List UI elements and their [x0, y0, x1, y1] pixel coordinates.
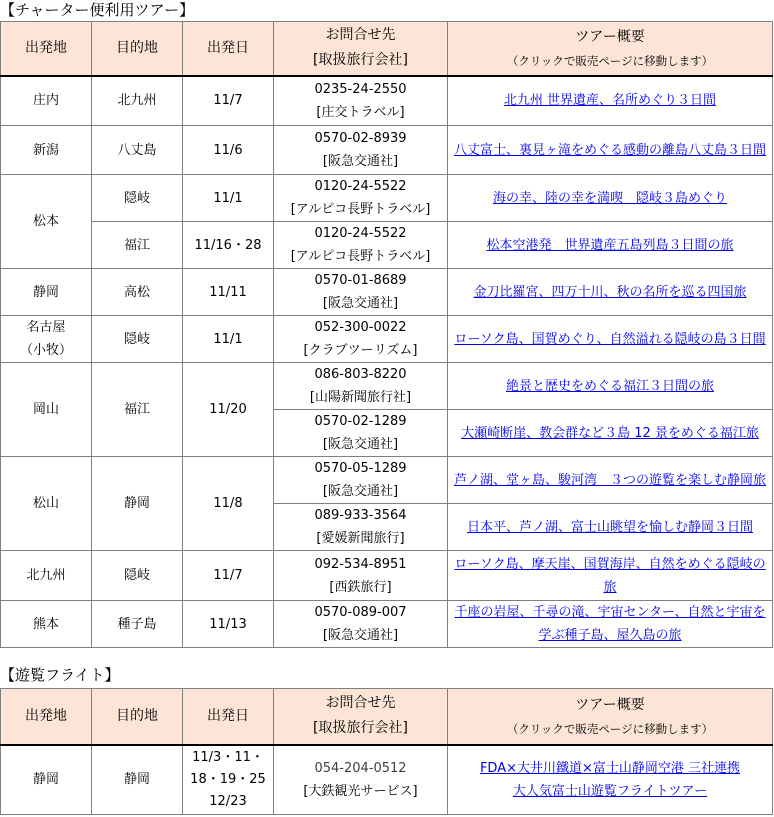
date-line: 18・19・25 [190, 771, 266, 787]
agency-name: [阪急交通社] [322, 437, 399, 452]
destination-cell: 隠岐 [92, 316, 183, 363]
contact-cell [274, 457, 448, 504]
destination-cell: 隠岐 [92, 175, 183, 222]
origin-cell: 熊本 [1, 601, 92, 648]
contact-cell [274, 504, 448, 551]
contact-cell [274, 269, 448, 316]
contact-cell [274, 551, 448, 601]
header-destination: 目的地 [92, 22, 183, 76]
destination-cell: 高松 [92, 269, 183, 316]
contact-cell [274, 363, 448, 410]
date-line: 12/23 [209, 793, 247, 809]
flight-table [0, 688, 773, 815]
agency-name: [愛媛新聞旅行] [316, 531, 405, 546]
agency-name: [クラブツーリズム] [303, 343, 418, 358]
table-row [1, 175, 773, 222]
charter-table [0, 21, 773, 648]
destination-cell: 北九州 [92, 76, 183, 126]
tour-cell [448, 457, 773, 504]
phone-number: 0570-01-8689 [314, 273, 407, 288]
contact-cell [274, 126, 448, 175]
origin-subname: （小牧） [19, 343, 72, 358]
header-origin: 出発地 [1, 22, 92, 76]
tour-link[interactable]: 八丈富士、裏見ヶ滝をめぐる感動の離島八丈島３日間 [453, 142, 766, 158]
origin-cell: 静岡 [1, 745, 92, 815]
agency-name: [山陽新聞旅行社] [309, 390, 412, 405]
phone-number: 054-204-0512 [314, 760, 407, 776]
origin-cell: 新潟 [1, 126, 92, 175]
origin-cell: 松本 [1, 175, 92, 269]
header-date: 出発日 [183, 22, 274, 76]
date-cell: 11/1 [183, 175, 274, 222]
header-contact-label: お問合せ先 [325, 27, 396, 44]
header-tour-note: （クリックで販売ページに移動します） [506, 721, 714, 736]
origin-cell: 岡山 [1, 363, 92, 457]
destination-cell: 静岡 [92, 457, 183, 551]
tour-cell [448, 410, 773, 457]
header-date: 出発日 [183, 689, 274, 745]
tour-cell [448, 222, 773, 269]
origin-cell [1, 316, 92, 363]
charter-section-title: 【チャーター便利用ツアー】 [0, 1, 195, 19]
tour-link[interactable]: 日本平、芦ノ湖、富士山眺望を愉しむ静岡３日間 [466, 519, 753, 535]
header-tour-label: ツアー概要 [575, 28, 645, 45]
header-contact [274, 22, 448, 76]
header-tour [448, 689, 773, 745]
tour-cell [448, 745, 773, 815]
origin-cell: 庄内 [1, 76, 92, 126]
tour-link[interactable]: 海の幸、陸の幸を満喫 隠岐３島めぐり [492, 190, 727, 206]
tour-cell [448, 126, 773, 175]
date-cell: 11/7 [183, 76, 274, 126]
date-cell: 11/13 [183, 601, 274, 648]
tour-cell [448, 316, 773, 363]
tour-link[interactable]: ローソク島、国賀めぐり、自然溢れる隠岐の島３日間 [454, 331, 766, 347]
header-agency-label: [取扱旅行会社] [313, 720, 408, 737]
origin-cell: 松山 [1, 457, 92, 551]
table-row [1, 76, 773, 126]
agency-name: [阪急交通社] [322, 296, 399, 311]
phone-number: 089-933-3564 [314, 508, 407, 523]
destination-cell: 八丈島 [92, 126, 183, 175]
destination-cell: 福江 [92, 363, 183, 457]
tour-link[interactable]: 絶景と歴史をめぐる福江３日間の旅 [505, 378, 714, 394]
table-row [1, 126, 773, 175]
agency-name: [アルピコ長野トラベル] [290, 249, 431, 264]
contact-cell [274, 175, 448, 222]
table-row [1, 222, 773, 269]
tour-link[interactable]: 北九州 世界遺産、名所めぐり３日間 [503, 93, 717, 109]
phone-number: 086-803-8220 [314, 367, 407, 382]
tour-cell [448, 76, 773, 126]
tour-cell [448, 363, 773, 410]
header-agency-label: [取扱旅行会社] [313, 52, 408, 69]
phone-number: 052-300-0022 [314, 320, 407, 335]
header-contact [274, 689, 448, 745]
contact-cell [274, 601, 448, 648]
origin-name: 名古屋 [26, 320, 66, 335]
destination-cell: 種子島 [92, 601, 183, 648]
table-row [1, 745, 773, 815]
table-row [1, 551, 773, 601]
phone-number: 0570-05-1289 [314, 461, 407, 476]
phone-number: 0120-24-5522 [314, 179, 407, 194]
phone-number: 092-534-8951 [314, 556, 407, 572]
date-cell: 11/8 [183, 457, 274, 551]
table-row [1, 363, 773, 410]
tour-cell [448, 551, 773, 601]
agency-name: [阪急交通社] [322, 628, 399, 643]
table-row [1, 601, 773, 648]
date-cell: 11/7 [183, 551, 274, 601]
table-row [1, 457, 773, 504]
tour-link[interactable]: 金刀比羅宮、四万十川、秋の名所を巡る四国旅 [473, 284, 747, 300]
table-row [1, 269, 773, 316]
agency-name: [西鉄旅行] [329, 579, 392, 595]
header-contact-label: お問合せ先 [325, 695, 396, 712]
agency-name: [アルピコ長野トラベル] [290, 202, 431, 217]
agency-name: [庄交トラベル] [316, 104, 405, 120]
contact-cell [274, 410, 448, 457]
agency-name: [阪急交通社] [322, 154, 399, 169]
flight-section-title: 【遊覧フライト】 [0, 666, 120, 684]
tour-link[interactable]: 千座の岩屋、千尋の滝、宇宙センター、自然と宇宙を学ぶ種子島、屋久島の旅 [454, 605, 766, 643]
contact-cell [274, 316, 448, 363]
date-cell: 11/6 [183, 126, 274, 175]
origin-cell: 北九州 [1, 551, 92, 601]
phone-number: 0570-089-007 [314, 605, 407, 620]
table-row [1, 316, 773, 363]
tour-cell [448, 269, 773, 316]
date-cell: 11/16・28 [183, 222, 274, 269]
contact-cell [274, 76, 448, 126]
agency-name: [阪急交通社] [322, 484, 399, 499]
destination-cell: 福江 [92, 222, 183, 269]
tour-link[interactable]: 芦ノ湖、堂ヶ島、駿河湾 ３つの遊覧を楽しむ静岡旅 [453, 472, 766, 488]
header-tour-note: （クリックで販売ページに移動します） [506, 53, 714, 68]
header-tour-label: ツアー概要 [575, 696, 645, 713]
contact-cell [274, 745, 448, 815]
phone-number: 0120-24-5522 [314, 226, 407, 241]
origin-cell: 静岡 [1, 269, 92, 316]
tour-cell [448, 504, 773, 551]
tour-link[interactable]: 大人気富士山遊覧フライトツアー [512, 783, 708, 799]
tour-cell [448, 175, 773, 222]
tour-link[interactable]: FDA×大井川鐵道×富士山静岡空港 三社連携 [479, 760, 741, 776]
contact-cell [274, 222, 448, 269]
date-cell: 11/11 [183, 269, 274, 316]
phone-number: 0570-02-1289 [314, 414, 407, 429]
tour-link[interactable]: 松本空港発 世界遺産五島列島３日間の旅 [486, 237, 734, 253]
destination-cell: 隠岐 [92, 551, 183, 601]
tour-cell [448, 601, 773, 648]
tour-link[interactable]: ローソク島、摩天崖、国賀海岸、自然をめぐる隠岐の旅 [454, 556, 766, 595]
header-destination: 目的地 [92, 689, 183, 745]
header-tour [448, 22, 773, 76]
agency-name: [大鉄観光サービス] [303, 783, 418, 799]
date-cell: 11/1 [183, 316, 274, 363]
destination-cell: 静岡 [92, 745, 183, 815]
header-origin: 出発地 [1, 689, 92, 745]
phone-number: 0570-02-8939 [314, 131, 407, 146]
tour-link[interactable]: 大瀬崎断崖、教会群など３島 12 景をめぐる福江旅 [461, 425, 759, 441]
date-cell: 11/20 [183, 363, 274, 457]
date-cell [183, 745, 274, 815]
date-line: 11/3・11・ [192, 749, 264, 765]
phone-number: 0235-24-2550 [314, 81, 407, 97]
